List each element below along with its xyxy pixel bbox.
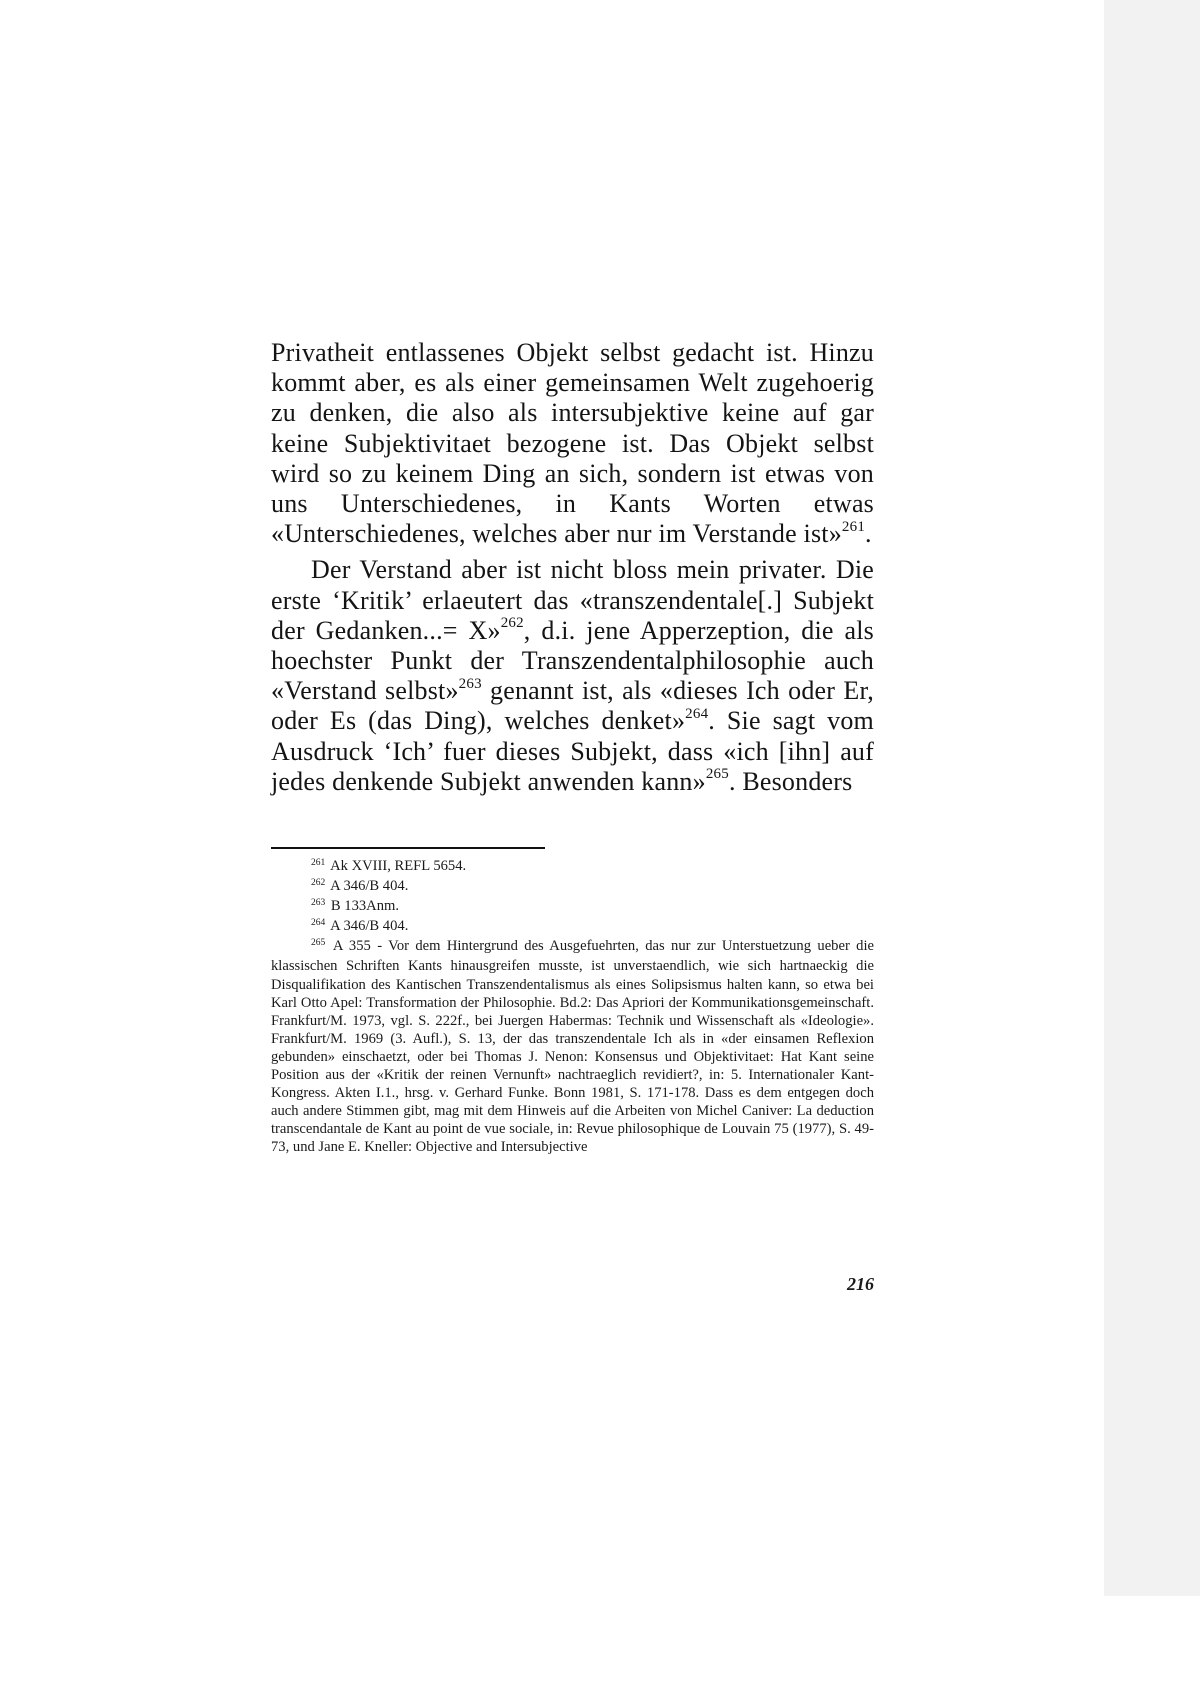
footnote-265 bbox=[271, 937, 874, 1156]
page-number: 216 bbox=[847, 1274, 874, 1294]
paragraph-1-text: Privatheit entlassenes Objekt selbst gedacht ist. Hinzu kommt aber, es als einer gemeinsamen Welt zugehoerig zu denken, die also als intersubjektive keine auf gar keine Subjektivitaet bezogene ist. Das Objekt selbst wird so zu keinem Ding an sich, sondern ist etwas von uns Unterschiedenes, in Kants Worten etwas «Unterschiedenes, welches aber nur im Verstande ist» bbox=[271, 338, 874, 549]
paragraph-2 bbox=[271, 555, 874, 797]
footnote-text: A 346/B 404. bbox=[330, 878, 409, 895]
paragraph-2-seg3: genannt ist, als «dieses Ich oder Er, oder Es (das Ding), welches denket» bbox=[271, 676, 874, 736]
paragraph-1 bbox=[271, 338, 874, 549]
footnote-ref-262[interactable]: 262 bbox=[500, 615, 524, 632]
paragraph-2-seg5: . Besonders bbox=[728, 766, 853, 796]
side-margin-panel bbox=[1104, 0, 1200, 1596]
footnote-262 bbox=[271, 877, 874, 897]
footnote-ref-261[interactable]: 261 bbox=[841, 518, 866, 535]
footnote-number: 262 bbox=[311, 878, 326, 889]
footnote-number: 265 bbox=[311, 938, 326, 949]
footnote-text: A 355 - Vor dem Hintergrund des Ausgefuehrten, das nur zur Unterstuetzung ueber die klassischen Schriften Kants hinausgreifen musste, ist unverstaendlich, wie sich hartnaeckig die Disqualifikation des Kantischen Transzendentalismus als eines Solipsismus halten kann, so etwa bei Karl Otto Apel: Transformation der Philosophie. Bd.2: Das Apriori der Kommunikationsgemeinschaft. Frankfurt/M. 1973, vgl. S. 222f., bei Juergen Habermas: Technik und Wissenschaft als «Ideologie». Frankfurt/M. 1969 (3. Aufl.), S. 13, der das transzendentale Ich als in «der einsamen Reflexion gebunden» einschaetzt, oder bei Thomas J. Nenon: Konsensus und Objektivitaet: Hat Kant seine Position aus der «Kritik der reinen Vernunft» nachtraeglich revidiert?, in: 5. Internationaler Kant-Kongress. Akten I.1., hrsg. v. Gerhard Funke. Bonn 1981, S. 171-178. Dass es dem entgegen doch auch andere Stimmen gibt, mag mit dem Hinweis auf die Arbeiten von Michel Caniver: La deduction transcendantale de Kant au point de vue sociale, in: Revue philosophique de Louvain 75 (1977), S. 49-73, und Jane E. Kneller: Objective and Intersubjective bbox=[271, 938, 874, 1156]
footnote-263 bbox=[271, 897, 874, 917]
footnote-number: 263 bbox=[311, 898, 326, 909]
footnote-ref-263[interactable]: 263 bbox=[458, 675, 482, 692]
paragraph-2-seg4: . Sie sagt vom Ausdruck ‘Ich’ fuer dieses Subjekt, dass «ich [ihn] auf jedes denkende Subjekt anwenden kann» bbox=[271, 706, 874, 796]
paragraph-1-end: . bbox=[865, 519, 872, 549]
footnote-ref-264[interactable]: 264 bbox=[685, 705, 709, 722]
side-margin-bottom bbox=[1104, 1596, 1200, 1698]
footnote-261 bbox=[271, 857, 874, 877]
footnotes bbox=[271, 857, 874, 1157]
footnote-text: A 346/B 404. bbox=[330, 918, 409, 935]
paragraph-2-seg1: Der Verstand aber ist nicht bloss mein privater. Die erste ‘Kritik’ erlaeutert das «transzendentale[.] Subjekt der Gedanken...= X» bbox=[271, 555, 874, 645]
footnote-number: 264 bbox=[311, 918, 326, 929]
footnote-ref-265[interactable]: 265 bbox=[705, 766, 729, 783]
footnote-text: Ak XVIII, REFL 5654. bbox=[330, 858, 467, 874]
paragraph-2-seg2: , d.i. jene Apperzeption, die als hoechster Punkt der Transzendentalphilosophie auch «Verstand selbst» bbox=[271, 615, 874, 706]
footnote-text: B 133Anm. bbox=[330, 898, 400, 915]
main-text bbox=[271, 338, 874, 797]
footnote-number: 261 bbox=[311, 858, 326, 868]
footnote-264 bbox=[271, 917, 874, 937]
footnote-separator bbox=[271, 847, 545, 849]
